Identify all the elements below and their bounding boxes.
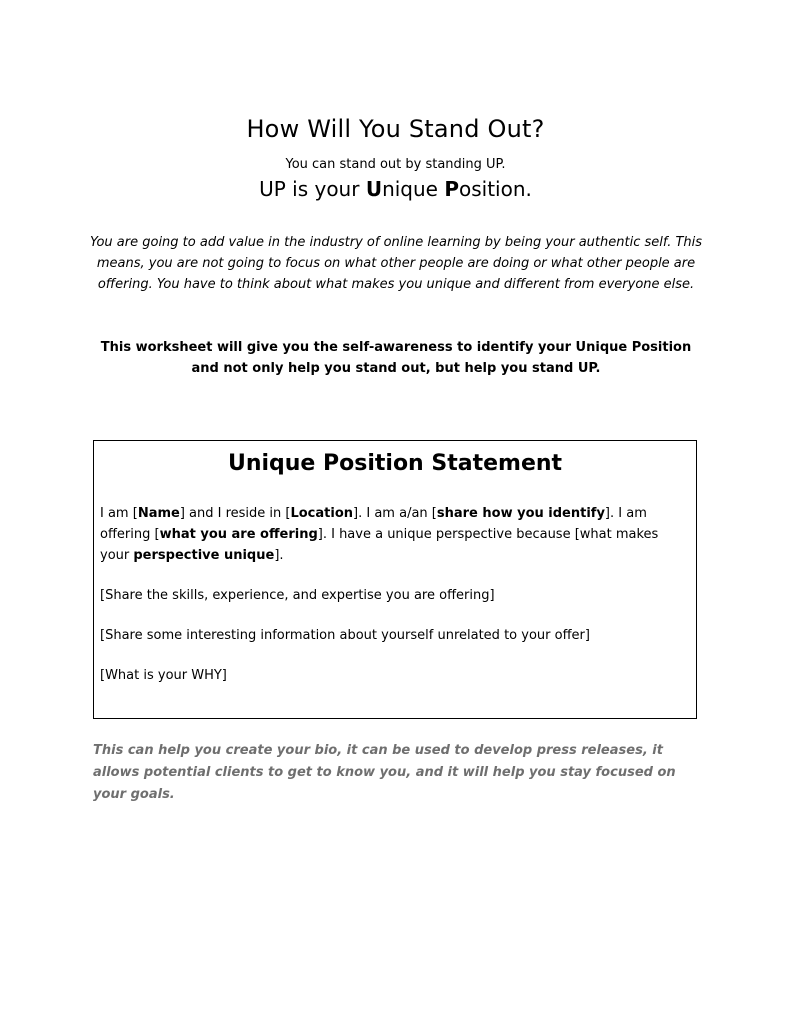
tagline-u-bold: U — [365, 177, 383, 201]
tagline-p-bold: P — [444, 177, 459, 201]
footer-note: This can help you create your bio, it can be used to develop press releases, it allows potential clients to get to know you, and it will help you stay focused on your goals. — [93, 743, 676, 802]
identity-placeholder: share how you identify — [436, 506, 605, 521]
tagline — [0, 177, 791, 201]
tagline-text: UP is your — [259, 177, 366, 201]
statement-text: ] and I reside in [ — [179, 506, 291, 521]
statement-text: ]. I have a unique perspective because [what makes your — [100, 527, 659, 563]
statement-heading: Unique Position Statement — [227, 451, 563, 476]
why-prompt: [What is your WHY] — [100, 668, 227, 683]
perspective-placeholder: perspective unique — [133, 548, 275, 563]
statement-text: ]. I am offering [ — [100, 506, 647, 542]
unique-position-statement-box — [93, 440, 697, 719]
location-placeholder: Location — [290, 506, 354, 521]
tagline-text: osition. — [459, 177, 532, 201]
statement-text: ]. — [274, 548, 284, 563]
tagline-text: nique — [382, 177, 445, 201]
skills-prompt: [Share the skills, experience, and expertise you are offering] — [100, 588, 495, 603]
statement-body — [100, 503, 685, 705]
name-placeholder: Name — [137, 506, 180, 521]
intro-paragraph: You are going to add value in the industry of online learning by being your authentic self. This means, you are not going to focus on what other people are doing or what other people are offering. You have to think about what makes you unique and different from everyone else. — [89, 235, 703, 292]
statement-text: ]. I am a/an [ — [353, 506, 437, 521]
personal-info-prompt: [Share some interesting information about yourself unrelated to your offer] — [100, 628, 590, 643]
statement-intro-paragraph — [100, 503, 685, 566]
statement-text: I am [ — [100, 506, 138, 521]
page-subtitle: You can stand out by standing UP. — [285, 157, 506, 172]
offering-placeholder: what you are offering — [159, 527, 318, 542]
page-title: How Will You Stand Out? — [246, 115, 545, 143]
worksheet-note: This worksheet will give you the self-awareness to identify your Unique Position and not only help you stand out, but help you stand UP. — [100, 340, 692, 376]
